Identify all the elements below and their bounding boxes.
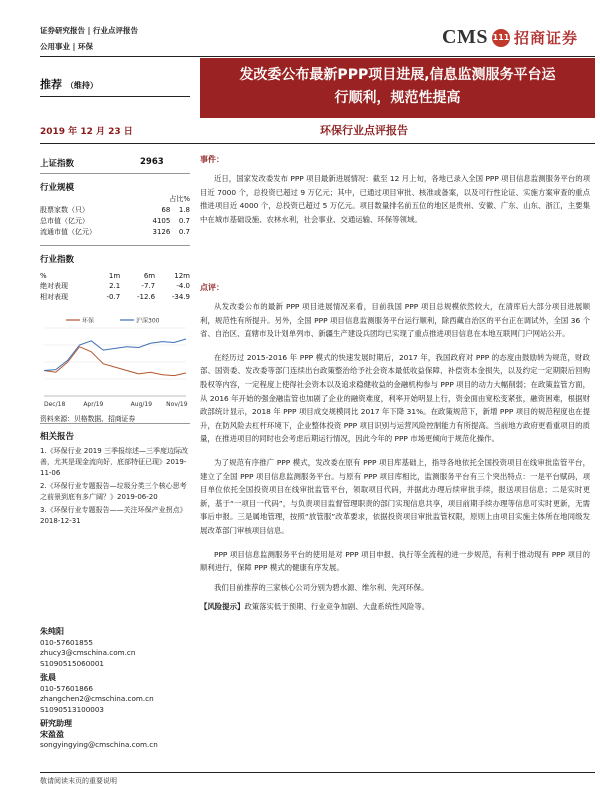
table-row [40,204,190,215]
analyst-email: zhangchen2@cmschina.com.cn [40,694,154,704]
legend-label-1: 环保 [82,317,95,325]
index-chart [40,314,190,410]
assistant-email: songyingying@cmschina.com.cn [40,740,158,750]
related-list [40,446,190,527]
divider [40,423,190,424]
chart-svg [40,314,190,410]
row-value: -12.6 [136,292,156,301]
assistant-title: 研究助理 [40,719,72,728]
x-tick-label: Dec/18 [44,401,66,408]
paragraph: 从发改委公布的最新 PPP 项目进展情况来看，目前我国 PPP 项目总规模依然较大，在清库后大部分项目进展顺利，规范性有所提升。另外，全国 PPP 项目信息监测服务平台运行顺利，除西藏自治区的平台正在调试外，全国 36 个省、自治区、直辖市及计划单列市、新疆生产建设兵团均已实现了重点推进项目信息在本地互联网门户网站公开。 [200,302,590,339]
analyst-license: S1090515060001 [40,658,105,668]
analyst-phone: 010-57601855 [40,637,93,647]
paragraph: 为了规范有序推广 PPP 模式，发改委在原有 PPP 项目库基础上，指导各地依托全国投资项目在线审批监管平台，建立了全国 PPP 项目信息监测服务平台。与原有 PPP 项目库相比，监测服务平台有三个突出特点：一是平台赋码，项目单位依托全国投资项目在线审批监管平台，领取项目代码，并据此办理后续审批手续，报送项目信息；二是实时更新，基于“一项目一代码”，与负责项目监督管理职责的部门实现信息共享，项目前期手续办理等信息可实时更新，无需事后申报。三是属地管理，按照“放管服”改革要求，依据投资项目审批监管权限，原则上由项目实施主体所在地同级发展改革部门审核项目信息。 [200,457,590,535]
review-text [200,300,590,614]
divider [40,245,190,246]
rating [40,76,98,92]
scale-table [40,194,190,237]
row-value: 2.1 [109,281,121,290]
x-tick-label: Apr/19 [83,401,104,408]
analyst-name: 朱纯阳 [40,627,64,636]
x-tick-label: Aug/19 [130,401,153,408]
row-value: 3126 [152,227,171,236]
x-tick-label: Nov/19 [166,401,188,408]
perf-table [40,271,190,302]
footer-note: 敬请阅读末页的重要说明 [40,777,117,785]
rating-divider [40,96,190,97]
analyst-name: 张晨 [40,673,56,682]
title-line-2: 行顺利，规范性提高 [334,90,461,106]
table-row [40,280,190,291]
index-block [40,157,190,169]
row-name: 股票家数（只） [40,205,89,214]
row-share: 1.8 [178,205,190,214]
logo-cn: 招商证券 [513,29,578,47]
analyst-1 [40,627,190,669]
risk-note [200,600,590,614]
related-heading: 相关报告 [40,432,75,442]
col-header: 12m [174,271,190,280]
perf-heading: 行业指数 [40,255,75,265]
list-item[interactable]: 2.《环保行业专题报告—垃圾分类三个核心思考之前景到底有多广阔？》2019-06-20 [40,482,187,501]
event-paragraph: 近日，国家发改委发布 PPP 项目最新进展情况：截至 12 月上旬，各地已录入全国 PPP 项目信息监测服务平台的项目近 7000 个，总投资已超过 9 万亿元；其中，已通过项目审批、核准或备案，以及可行性论证、实施方案审查的重点推进项目近 4000 个，总投资已超过 5 万亿元。项目数量排名前五位的地区是贵州、安徽、广东、山东、浙江，主要集中在城市基础设施、农林水利，社会事业、交通运输、环保等领域。 [200,174,590,224]
event-label: 事件： [200,155,224,164]
scale-heading: 行业规模 [40,183,75,193]
col-header: 6m [143,271,156,280]
chart-lines [44,339,186,376]
assistant-name: 宋盈盈 [40,729,64,739]
analyst-license: S1090513100003 [40,704,105,714]
row-name: 总市值（亿元） [40,216,89,225]
analyst-email: zhucy3@cmschina.com.cn [40,648,136,658]
row-value: -0.7 [106,292,121,301]
chart-legend [66,317,160,325]
series-line-2 [44,339,186,371]
rating-label: 推荐 [40,78,62,91]
row-value: -34.9 [171,292,190,301]
report-category: 证券研究报告 | 行业点评报告 [40,26,138,35]
row-value: -4.0 [176,281,190,290]
table-row [40,215,190,226]
table-row [40,226,190,237]
list-item[interactable]: 3.《环保行业专题报告——关注环保产业拐点》2018-12-31 [40,506,187,525]
row-value: -7.7 [141,281,156,290]
index-label: 上证指数 [40,159,75,169]
table-header [40,271,190,280]
row-value: 68 [161,205,171,214]
logo-badge: 111 [492,29,510,47]
paragraph: 我们目前推荐的三家核心公司分别为碧水源、维尔利、先河环保。 [214,582,429,592]
table-row [40,291,190,302]
report-date: 2019 年 12 月 23 日 [40,127,133,137]
legend-label-2: 沪深300 [136,317,160,325]
rating-sub: （维持） [65,81,98,90]
list-item[interactable]: 1.《环保行业 2019 三季报综述—三季度边际改善，尤其是现金流向好，底部特征已现》2019-11-06 [40,447,188,477]
row-name: 绝对表现 [40,281,68,290]
analyst-2 [40,673,190,715]
chart-source: 资料来源：贝格数据、招商证券 [40,415,136,423]
analyst-phone: 010-57601866 [40,683,93,693]
report-type: 环保行业点评报告 [320,124,408,137]
col-header: 1m [108,271,121,280]
row-name: 相对表现 [40,292,68,301]
chart-x-axis [44,401,188,408]
review-label: 点评： [200,283,224,292]
scale-unit: 占比% [169,195,190,203]
header-divider [40,56,595,57]
brand-logo [442,26,578,49]
col-header: % [40,271,47,280]
divider [40,173,190,174]
index-value: 2963 [140,157,164,167]
title-line-1: 发改委公布最新PPP项目进展,信息监测服务平台运 [239,67,556,83]
paragraph: PPP 项目信息监测服务平台的使用是对 PPP 项目申报、执行等全流程的进一步规范，有利于推动现有 PPP 项目的顺利进行，保障 PPP 模式的健康有序发展。 [200,549,590,573]
row-share: 0.7 [178,216,190,225]
logo-cms: CMS [442,26,488,48]
row-value: 4105 [152,216,171,225]
paragraph: 在经历过 2015-2016 年 PPP 模式的快速发展时期后，2017 年，我国政府对 PPP 的态度由鼓励转为规范，财政部、国资委、发改委等部门连续出台政策整治给予社会资本最低收益保障、补偿资本金损失，以及约定一定期限后回购股权等内容，一定程度上使得社会资本以及追求稳健收益的金融机构参与 PPP 项目的动力大幅削弱；在政策监管方面，从 2016 年开始的强金融监管也加剧了企业的融资难度，利率开始明显上行，资金面由宽松变紧张，融资困难，根据财政部统计显示，2018 年 PPP 项目成交规模同比 2017 年下降 31%。在政策规范下，新增 PPP 项目的规范程度也在提升，在防风险去杠杆环境下，企业整体投资 PPP 项目识别与运营风险控制能力有所提高。当前地方政府更看重项目的质量，在推进项目的同时也会考虑后期运行情况，因此今年的 PPP 市场更倾向于规范化操作。 [200,352,590,444]
risk-label: 【风险提示】 [200,602,245,612]
report-title [200,58,595,118]
row-name: 流通市值（亿元） [40,227,96,236]
footer-divider [40,772,595,773]
series-line-1 [44,347,186,376]
research-assistant [40,719,190,751]
industry-category: 公用事业 | 环保 [40,42,93,51]
date-divider [40,143,595,144]
row-share: 0.7 [178,227,190,236]
risk-text: 政策落实低于预期、行业竞争加剧、大盘系统性风险等。 [244,602,430,612]
event-text [200,172,590,226]
